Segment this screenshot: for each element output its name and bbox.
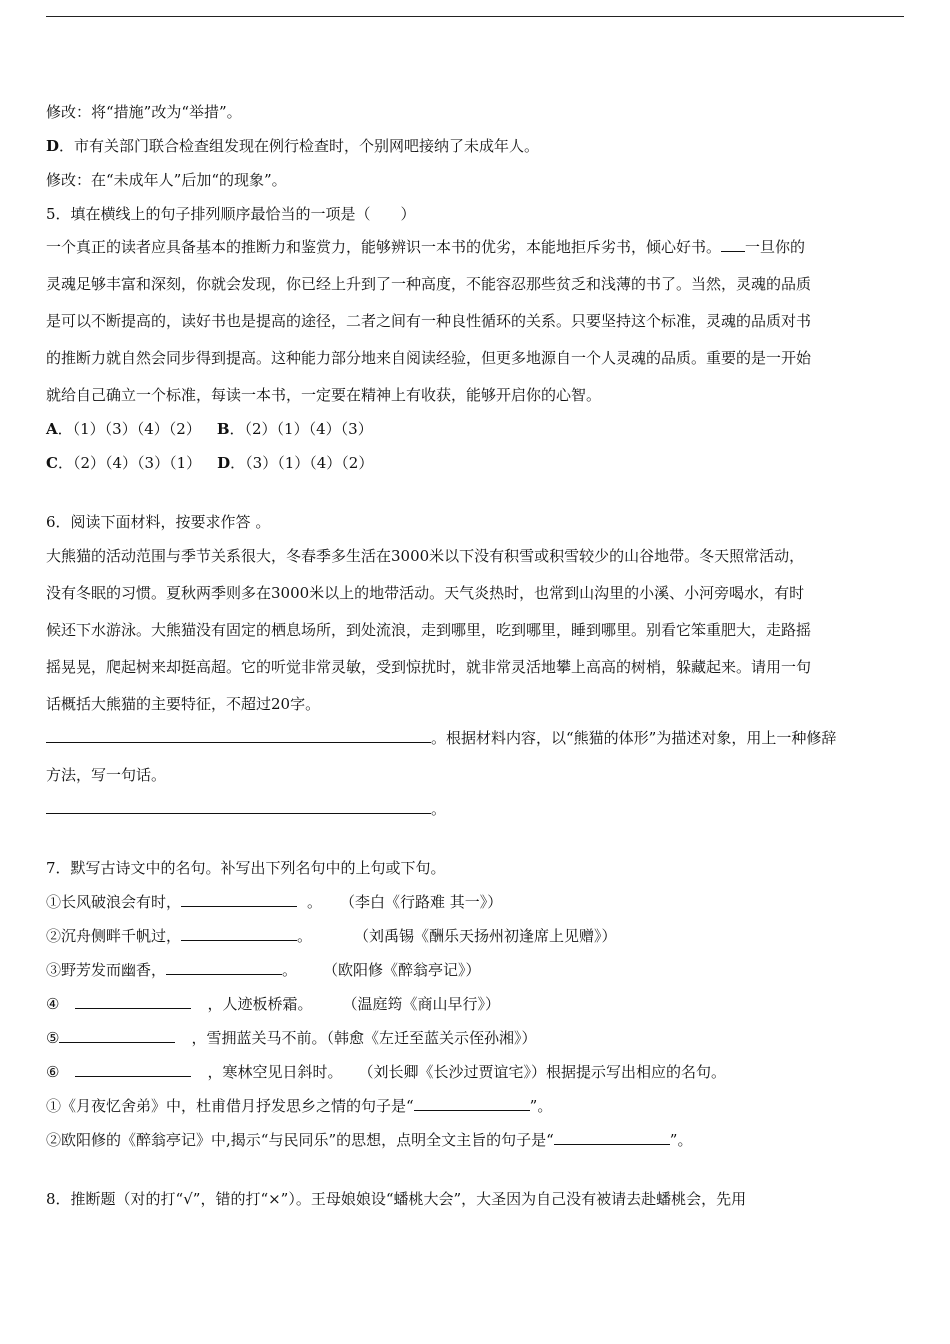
question-6-stem: 6．阅读下面材料，按要求作答 。 [46, 513, 271, 531]
revision-line-d: 修改：在“未成年人”后加“的现象”。 [46, 171, 287, 189]
q5-option-d-label: D [217, 454, 231, 472]
q7-item-3-text: ③野芳发而幽香， [46, 961, 167, 979]
q7-item-1 [46, 891, 502, 913]
q7-item-4-text: ，人迹板桥霜。 [207, 995, 313, 1013]
q7-hint-2-text: ②欧阳修的《醉翁亭记》中,揭示“与民同乐”的思想，点明全文主旨的句子是“ [46, 1131, 554, 1149]
q6-material-line-4 [46, 656, 811, 678]
revision-line-c: 修改：将“措施”改为“举措”。 [46, 103, 242, 121]
q7-hint-blank-2[interactable] [554, 1129, 670, 1145]
q7-hint-1-text: ①《月夜忆舍弟》中，杜甫借月抒发思乡之情的句子是“ [46, 1097, 414, 1115]
q5-passage-text-1b: 一旦你的 [745, 238, 806, 256]
option-d-text: ．市有关部门联合检查组发现在例行检查时，个别网吧接纳了未成年人。 [59, 137, 540, 155]
q6-material-line-3: 候还下水游泳。大熊猫没有固定的栖息场所，到处流浪，走到哪里，吃到哪里，睡到哪里。别看它笨重肥大，走路摇 [46, 621, 812, 639]
q7-hint-blank-1[interactable] [414, 1095, 530, 1111]
q6-prompt-text-2: 。根据材料内容，以“熊猫的体形”为描述对象，用上一种修辞 [431, 729, 837, 747]
q7-item-3 [46, 959, 481, 981]
q7-item-2-text: ②沉舟侧畔千帆过， [46, 927, 182, 945]
q7-item-4 [46, 993, 500, 1015]
q7-item-4-source: （温庭筠《商山早行》） [342, 995, 500, 1013]
q7-item-5-text: ，雪拥蓝关马不前。（韩愈《左迁至蓝关示侄孙湘》） [191, 1029, 537, 1047]
q7-item-5-marker: ⑤ [46, 1029, 60, 1047]
q5-option-b-label: B [216, 420, 230, 438]
q7-blank-1[interactable] [181, 891, 297, 907]
q6-prompt-line-1: 话概括大熊猫的主要特征，不超过20字。 [46, 695, 321, 713]
q7-blank-4[interactable] [75, 993, 191, 1009]
q6-answer-line-1 [46, 727, 836, 749]
q6-material-text-4a: 摇晃晃，爬起树来却挺高超。它的听觉非常灵敏，受到惊扰时，就非常灵活地攀上高高的树梢，躲藏起来。 [46, 658, 752, 676]
q6-answer-period: 。 [431, 800, 447, 818]
q5-passage-line-3: 是可以不断提高的，读好书也是提高的途径，二者之间有一种良性循环的关系。只要坚持这个标准，灵魂的品质对书 [46, 312, 812, 330]
q5-option-c-text: ．（2）（4）（3）（1） [57, 454, 202, 472]
q7-item-2 [46, 925, 617, 947]
question-5-stem: 5．填在横线上的句子排列顺序最恰当的一项是（ ） [46, 205, 416, 223]
q5-option-c-label: C [46, 454, 58, 472]
q7-hint-1 [46, 1095, 552, 1117]
q7-item-2-period: 。 [297, 927, 313, 945]
q7-item-1-source: （李白《行路难 其一》） [340, 893, 503, 911]
q6-answer-line-2 [46, 798, 446, 820]
q5-option-b-text: ．（2）（1）（4）（3） [229, 420, 373, 438]
q5-option-a-label: A [46, 420, 58, 438]
question-8-stem: 8．推断题（对的打“√”，错的打“×”）。王母娘娘设“蟠桃大会”，大圣因为自己没有被请去赴蟠桃会，先用 [46, 1190, 747, 1208]
q7-item-3-source: （欧阳修《醉翁亭记》） [323, 961, 481, 979]
q7-item-6-text: ，寒林空见日斜时。 [207, 1063, 343, 1081]
q5-passage-line-4: 的推断力就自然会同步得到提高。这种能力部分地来自阅读经验，但更多地源自一个人灵魂的品质。重要的是一开始 [46, 349, 812, 367]
q7-blank-5[interactable] [59, 1027, 175, 1043]
q5-options-cd [46, 452, 373, 474]
q7-item-6-source: （刘长卿《长沙过贾谊宅》）根据提示写出相应的名句。 [358, 1063, 726, 1081]
q7-item-4-marker: ④ [46, 995, 60, 1013]
q7-item-2-source: （刘禹锡《酬乐天扬州初逢席上见赠》） [354, 927, 617, 945]
q5-options-ab [46, 418, 373, 440]
q7-item-5 [46, 1027, 536, 1049]
q5-passage-line-1 [46, 236, 805, 258]
option-d-line [46, 135, 539, 157]
q7-hint-1-close: ”。 [529, 1097, 553, 1115]
q7-blank-6[interactable] [75, 1061, 191, 1077]
q7-item-3-period: 。 [282, 961, 298, 979]
q7-blank-3[interactable] [166, 959, 282, 975]
option-d-label: D [46, 137, 60, 155]
q5-option-a-text: ．（1）（3）（4）（2） [57, 420, 201, 438]
q7-item-6-marker: ⑥ [46, 1063, 60, 1081]
q7-item-6 [46, 1061, 726, 1083]
header-rule [46, 16, 904, 17]
q7-hint-2 [46, 1129, 692, 1151]
q5-passage-text-1a: 一个真正的读者应具备基本的推断力和鉴赏力，能够辨识一本书的优劣，本能地拒斥劣书，倾心好书。 [46, 238, 722, 256]
q5-passage-line-2: 灵魂足够丰富和深刻，你就会发现，你已经上升到了一种高度，不能容忍那些贫乏和浅薄的书了。当然，灵魂的品质 [46, 275, 812, 293]
q7-blank-2[interactable] [181, 925, 297, 941]
q5-passage-line-5: 就给自己确立一个标准，每读一本书，一定要在精神上有收获，能够开启你的心智。 [46, 386, 602, 404]
q6-answer-blank-1[interactable] [46, 727, 431, 743]
q6-answer-blank-2[interactable] [46, 798, 431, 814]
q6-material-text-4b: 请用一句 [751, 658, 812, 676]
q7-item-1-text: ①长风破浪会有时， [46, 893, 182, 911]
q6-material-line-1: 大熊猫的活动范围与季节关系很大，冬春季多生活在3000米以下没有积雪或积雪较少的山谷地带。冬天照常活动， [46, 547, 805, 565]
q5-answer-blank[interactable] [721, 236, 745, 252]
q7-hint-2-close: ”。 [669, 1131, 693, 1149]
question-7-stem: 7．默写古诗文中的名句。补写出下列名句中的上句或下句。 [46, 859, 446, 877]
q7-item-1-period: 。 [307, 893, 323, 911]
q6-prompt-line-3: 方法，写一句话。 [46, 766, 167, 784]
q6-material-line-2: 没有冬眠的习惯。夏秋两季则多在3000米以上的地带活动。天气炎热时，也常到山沟里的小溪、小河旁喝水，有时 [46, 584, 805, 602]
q5-option-d-text: ．（3）（1）（4）（2） [230, 454, 374, 472]
